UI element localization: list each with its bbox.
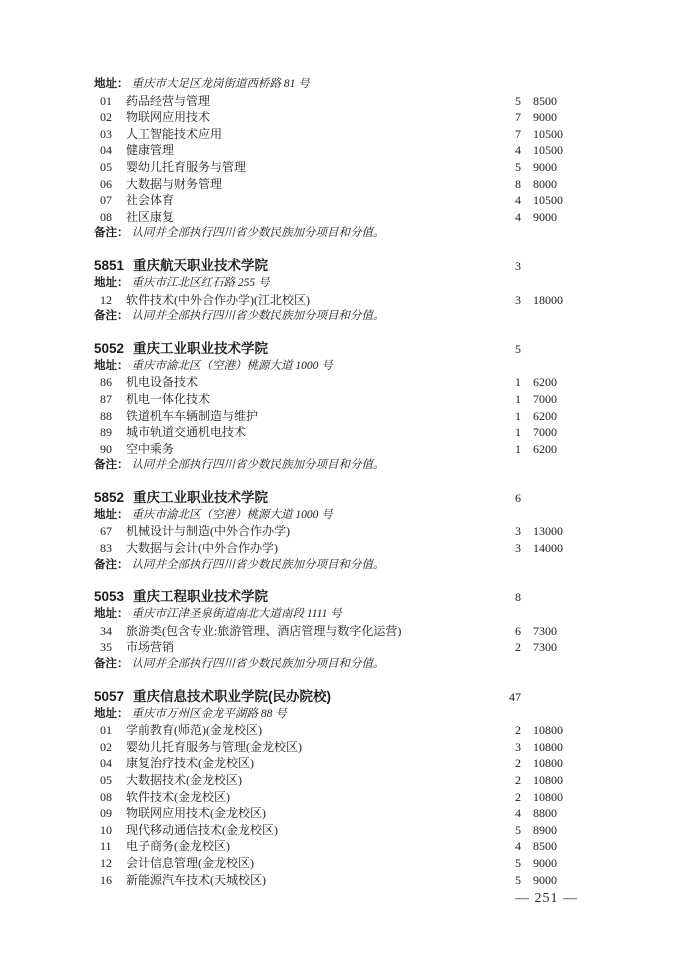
course-name: 市场营销 xyxy=(126,640,175,655)
course-name: 物联网应用技术(金龙校区) xyxy=(126,806,266,821)
note-text: 认同并全部执行四川省少数民族加分项目和分值。 xyxy=(131,658,385,671)
course-number: 86 xyxy=(100,375,112,390)
course-plan-count: 4 xyxy=(515,143,521,158)
course-fee: 7300 xyxy=(533,623,557,638)
course-number: 87 xyxy=(100,391,112,406)
address-label: 地址： xyxy=(94,276,129,289)
course-row xyxy=(94,772,583,789)
section-code: 5057 xyxy=(94,688,125,704)
sections-container xyxy=(94,76,583,888)
section-header xyxy=(94,688,583,706)
course-name: 软件技术(金龙校区) xyxy=(126,789,230,804)
course-number: 10 xyxy=(100,822,112,837)
section-name: 重庆信息技术职业学院(民办院校) xyxy=(133,688,332,704)
course-name: 健康管理 xyxy=(126,143,175,158)
course-row xyxy=(94,855,583,872)
course-plan-count: 3 xyxy=(515,292,521,307)
course-number: 89 xyxy=(100,425,112,440)
address-label: 地址： xyxy=(94,508,129,521)
address-line xyxy=(94,507,583,524)
course-plan-count: 2 xyxy=(515,756,521,771)
course-fee: 6200 xyxy=(533,375,557,390)
course-list xyxy=(94,623,583,656)
course-row xyxy=(94,822,583,839)
document-page xyxy=(94,76,583,888)
course-fee: 10800 xyxy=(533,756,563,771)
note-label: 备注： xyxy=(94,558,129,571)
course-number: 08 xyxy=(100,789,112,804)
section-count: 8 xyxy=(515,590,521,605)
course-name: 会计信息管理(金龙校区) xyxy=(126,855,254,870)
course-fee: 18000 xyxy=(533,292,563,307)
note-label: 备注： xyxy=(94,658,129,671)
course-name: 机电一体化技术 xyxy=(126,391,211,406)
course-row xyxy=(94,192,583,209)
course-fee: 9000 xyxy=(533,209,557,224)
note-label: 备注： xyxy=(94,459,129,472)
course-list xyxy=(94,374,583,457)
course-row xyxy=(94,441,583,458)
section-code: 5052 xyxy=(94,340,125,356)
course-row xyxy=(94,623,583,640)
course-plan-count: 5 xyxy=(515,822,521,837)
course-name: 大数据技术(金龙校区) xyxy=(126,773,242,787)
course-list xyxy=(94,722,583,888)
note-line xyxy=(94,308,583,325)
course-row xyxy=(94,142,583,159)
section-code: 5852 xyxy=(94,489,125,505)
course-row xyxy=(94,408,583,425)
course-name: 社会体育 xyxy=(126,193,175,208)
course-name: 软件技术(中外合作办学)(江北校区) xyxy=(126,292,310,307)
course-plan-count: 3 xyxy=(515,541,521,556)
course-number: 03 xyxy=(100,126,112,141)
college-section xyxy=(94,257,583,325)
course-number: 07 xyxy=(100,193,112,208)
course-fee: 8800 xyxy=(533,806,557,821)
course-name: 现代移动通信技术(金龙校区) xyxy=(126,822,278,837)
course-number: 67 xyxy=(100,524,112,539)
course-row xyxy=(94,722,583,739)
section-header xyxy=(94,257,583,275)
course-fee: 6200 xyxy=(533,408,557,423)
course-fee: 10800 xyxy=(533,789,563,804)
course-number: 08 xyxy=(100,209,112,224)
course-fee: 10800 xyxy=(533,739,563,754)
section-header xyxy=(94,489,583,507)
college-section xyxy=(94,76,583,242)
course-list xyxy=(94,93,583,226)
course-name: 人工智能技术应用 xyxy=(126,126,223,141)
course-row xyxy=(94,424,583,441)
course-row xyxy=(94,639,583,656)
course-fee: 9000 xyxy=(533,159,557,174)
course-plan-count: 1 xyxy=(515,375,521,390)
section-name: 重庆工业职业技术学院 xyxy=(133,489,269,505)
course-fee: 9000 xyxy=(533,872,557,887)
course-plan-count: 3 xyxy=(515,739,521,754)
course-row xyxy=(94,109,583,126)
note-line xyxy=(94,457,583,474)
address-text: 重庆市渝北区（空港）桃源大道 1000 号 xyxy=(131,508,333,521)
address-line xyxy=(94,76,583,93)
course-fee: 10500 xyxy=(533,193,563,208)
course-fee: 10500 xyxy=(533,143,563,158)
address-label: 地址： xyxy=(94,707,129,720)
course-plan-count: 1 xyxy=(515,391,521,406)
address-text: 重庆市渝北区（空港）桃源大道 1000 号 xyxy=(131,359,333,372)
address-line xyxy=(94,275,583,292)
address-line xyxy=(94,358,583,375)
college-section xyxy=(94,588,583,672)
section-count: 3 xyxy=(515,258,521,273)
course-number: 05 xyxy=(100,773,112,787)
course-name: 电子商务(金龙校区) xyxy=(126,839,230,854)
course-number: 02 xyxy=(100,739,112,754)
course-row xyxy=(94,209,583,226)
course-number: 09 xyxy=(100,806,112,821)
course-plan-count: 1 xyxy=(515,408,521,423)
course-fee: 7000 xyxy=(533,425,557,440)
course-name: 机电设备技术 xyxy=(126,375,199,390)
course-name: 机械设计与制造(中外合作办学) xyxy=(126,524,290,539)
course-fee: 13000 xyxy=(533,524,563,539)
course-name: 大数据与会计(中外合作办学) xyxy=(126,541,278,556)
course-number: 34 xyxy=(100,623,112,638)
course-name: 旅游类(包含专业:旅游管理、酒店管理与数字化运营) xyxy=(126,623,402,638)
course-row xyxy=(94,374,583,391)
course-plan-count: 2 xyxy=(515,723,521,738)
note-label: 备注： xyxy=(94,310,129,323)
course-row xyxy=(94,755,583,772)
course-plan-count: 1 xyxy=(515,425,521,440)
course-plan-count: 2 xyxy=(515,640,521,655)
course-name: 物联网应用技术 xyxy=(126,110,211,125)
course-number: 12 xyxy=(100,292,112,307)
course-plan-count: 4 xyxy=(515,193,521,208)
course-name: 康复治疗技术(金龙校区) xyxy=(126,756,254,771)
course-number: 83 xyxy=(100,541,112,556)
course-plan-count: 5 xyxy=(515,855,521,870)
course-row xyxy=(94,789,583,806)
address-line xyxy=(94,606,583,623)
college-section xyxy=(94,688,583,889)
course-number: 01 xyxy=(100,93,112,108)
note-line xyxy=(94,656,583,673)
course-number: 88 xyxy=(100,408,112,423)
course-plan-count: 1 xyxy=(515,441,521,456)
course-fee: 7000 xyxy=(533,391,557,406)
course-row xyxy=(94,805,583,822)
course-row xyxy=(94,292,583,309)
course-fee: 8500 xyxy=(533,93,557,108)
course-number: 90 xyxy=(100,441,112,456)
course-row xyxy=(94,523,583,540)
course-list xyxy=(94,523,583,556)
course-fee: 8500 xyxy=(533,839,557,854)
course-plan-count: 3 xyxy=(515,524,521,539)
section-header xyxy=(94,340,583,358)
course-name: 城市轨道交通机电技术 xyxy=(126,425,247,440)
note-label: 备注： xyxy=(94,227,129,240)
course-plan-count: 4 xyxy=(515,209,521,224)
section-name: 重庆工程职业技术学院 xyxy=(133,589,269,605)
course-fee: 8000 xyxy=(533,176,557,191)
course-plan-count: 2 xyxy=(515,773,521,787)
address-label: 地址： xyxy=(94,608,129,621)
page-number: — 251 — xyxy=(515,891,578,906)
course-fee: 9000 xyxy=(533,855,557,870)
note-line xyxy=(94,225,583,242)
course-fee: 6200 xyxy=(533,441,557,456)
course-number: 01 xyxy=(100,723,112,738)
course-row xyxy=(94,126,583,143)
course-number: 02 xyxy=(100,110,112,125)
course-number: 06 xyxy=(100,176,112,191)
course-fee: 14000 xyxy=(533,541,563,556)
address-text: 重庆市万州区金龙平湖路 88 号 xyxy=(131,707,287,720)
course-row xyxy=(94,838,583,855)
course-number: 05 xyxy=(100,159,112,174)
course-name: 婴幼儿托育服务与管理(金龙校区) xyxy=(126,739,302,754)
course-plan-count: 4 xyxy=(515,806,521,821)
course-row xyxy=(94,739,583,756)
course-number: 11 xyxy=(100,839,112,854)
course-number: 16 xyxy=(100,872,112,887)
course-row xyxy=(94,872,583,889)
course-plan-count: 5 xyxy=(515,872,521,887)
college-section xyxy=(94,340,583,474)
course-name: 新能源汽车技术(天城校区) xyxy=(126,872,266,887)
address-text: 重庆市江北区红石路 255 号 xyxy=(131,276,270,289)
section-count: 6 xyxy=(515,490,521,505)
address-label: 地址： xyxy=(94,78,129,90)
course-row xyxy=(94,159,583,176)
course-row xyxy=(94,391,583,408)
section-code: 5053 xyxy=(94,589,125,605)
course-fee: 10500 xyxy=(533,126,563,141)
course-fee: 10800 xyxy=(533,773,563,787)
course-plan-count: 5 xyxy=(515,93,521,108)
address-text: 重庆市江津圣泉街道南北大道南段 1111 号 xyxy=(131,608,342,621)
course-name: 铁道机车车辆制造与维护 xyxy=(126,408,259,423)
course-fee: 10800 xyxy=(533,723,563,738)
section-name: 重庆工业职业技术学院 xyxy=(133,340,269,356)
course-number: 12 xyxy=(100,855,112,870)
note-text: 认同并全部执行四川省少数民族加分项目和分值。 xyxy=(131,459,385,472)
course-number: 35 xyxy=(100,640,112,655)
address-text: 重庆市大足区龙岗街道西桥路 81 号 xyxy=(131,78,310,90)
course-name: 空中乘务 xyxy=(126,441,175,456)
course-plan-count: 2 xyxy=(515,789,521,804)
section-header xyxy=(94,588,583,606)
course-name: 婴幼儿托育服务与管理 xyxy=(126,159,247,174)
course-name: 药品经营与管理 xyxy=(126,93,211,108)
note-text: 认同并全部执行四川省少数民族加分项目和分值。 xyxy=(131,310,385,323)
course-plan-count: 7 xyxy=(515,126,521,141)
note-text: 认同并全部执行四川省少数民族加分项目和分值。 xyxy=(131,227,385,240)
course-plan-count: 8 xyxy=(515,176,521,191)
note-text: 认同并全部执行四川省少数民族加分项目和分值。 xyxy=(131,558,385,571)
section-name: 重庆航天职业技术学院 xyxy=(133,257,269,273)
course-number: 04 xyxy=(100,756,112,771)
section-code: 5851 xyxy=(94,257,125,273)
college-section xyxy=(94,489,583,573)
course-number: 04 xyxy=(100,143,112,158)
course-row xyxy=(94,540,583,557)
course-name: 大数据与财务管理 xyxy=(126,176,223,191)
course-name: 学前教育(师范)(金龙校区) xyxy=(126,723,262,738)
section-count: 5 xyxy=(515,341,521,356)
course-plan-count: 4 xyxy=(515,839,521,854)
course-row xyxy=(94,176,583,193)
note-line xyxy=(94,557,583,574)
section-count: 47 xyxy=(509,689,521,704)
course-row xyxy=(94,93,583,110)
address-line xyxy=(94,706,583,723)
course-fee: 7300 xyxy=(533,640,557,655)
course-plan-count: 6 xyxy=(515,623,521,638)
course-fee: 8900 xyxy=(533,822,557,837)
course-fee: 9000 xyxy=(533,110,557,125)
course-plan-count: 7 xyxy=(515,110,521,125)
course-plan-count: 5 xyxy=(515,159,521,174)
course-list xyxy=(94,292,583,309)
course-name: 社区康复 xyxy=(126,209,175,224)
address-label: 地址： xyxy=(94,359,129,372)
